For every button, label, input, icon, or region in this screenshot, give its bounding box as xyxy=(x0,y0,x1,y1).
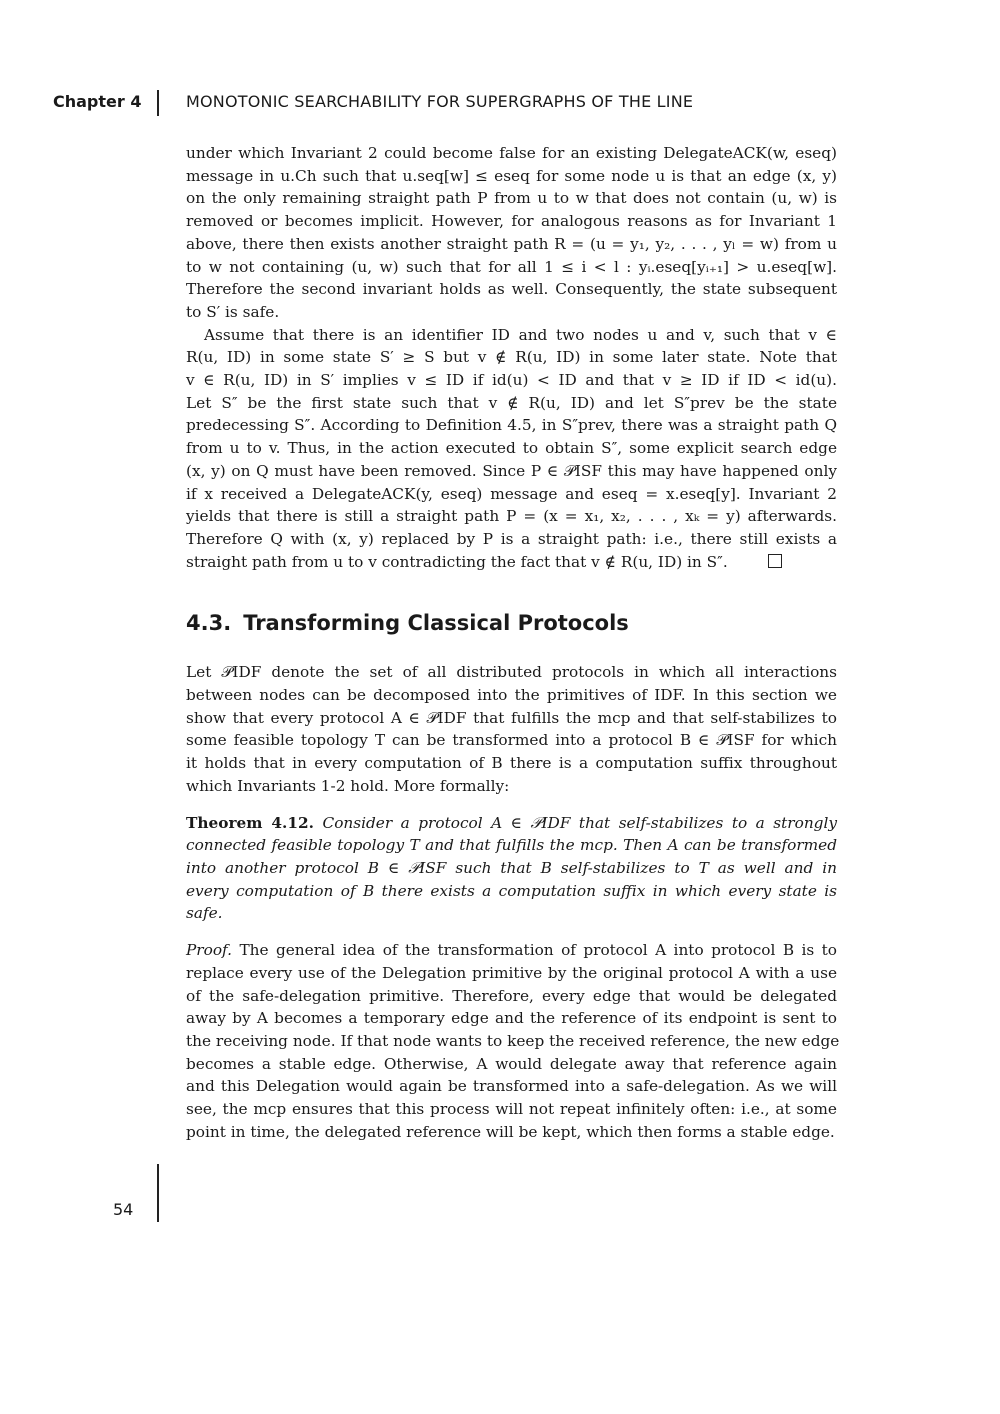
proof-block xyxy=(186,939,840,1143)
page-number: 54 xyxy=(113,1200,134,1219)
text-line-with-qed xyxy=(186,551,837,574)
text-line: under which Invariant 2 could become false for an existing DelegateACK(w, eseq) xyxy=(186,144,837,162)
proof-label: Proof. xyxy=(186,941,233,960)
text-line: on the only remaining straight path P from u to w that does not contain (u, w) is xyxy=(186,189,837,208)
text-line: see, the mcp ensures that this process will not repeat infinitely often: i.e., at some xyxy=(186,1100,837,1119)
page-footer xyxy=(0,1164,1000,1224)
theorem-first-line xyxy=(186,812,837,835)
text-line: which Invariants 1-2 hold. More formally: xyxy=(186,776,510,795)
qed-box-icon xyxy=(768,554,782,568)
text-line: replace every use of the Delegation primitive by the original protocol A with a use xyxy=(186,963,837,982)
text-line: (x, y) on Q must have been removed. Since P ∈ 𝒫ISF this may have happened only xyxy=(186,461,837,480)
text-line: connected feasible topology T and that fulfills the mcp. Then A can be transformed xyxy=(186,836,837,855)
text-line: message in u.Ch such that u.seq[w] ≤ eseq for some node u is that an edge (x, y) xyxy=(186,166,837,185)
footer-divider xyxy=(157,1164,159,1222)
text-line: between nodes can be decomposed into the primitives of IDF. In this section we xyxy=(186,686,837,705)
section-title: Transforming Classical Protocols xyxy=(243,611,629,636)
chapter-label: Chapter 4 xyxy=(53,92,142,111)
page-body xyxy=(186,142,840,1143)
text-line: the receiving node. If that node wants to keep the received reference, the new edge xyxy=(186,1031,840,1050)
text-line: predecessing S″. According to Definition 4.5, in S″prev, there was a straight path Q xyxy=(186,416,837,435)
section-number: 4.3. xyxy=(186,611,232,636)
proof-first-line xyxy=(186,939,837,962)
paragraph-section-intro xyxy=(186,661,837,797)
text-line: it holds that in every computation of B there is a computation suffix throughout xyxy=(186,754,837,773)
chapter-title: MONOTONIC SEARCHABILITY FOR SUPERGRAPHS OF THE LINE xyxy=(186,92,694,111)
text-line: away by A becomes a temporary edge and the reference of its endpoint is sent to xyxy=(186,1009,837,1028)
text-line: to S′ is safe. xyxy=(186,302,280,321)
text-line: yields that there is still a straight path P = (x = x₁, x₂, . . . , xₖ = y) afterwards. xyxy=(186,507,837,526)
text-line: show that every protocol A ∈ 𝒫IDF that fulfills the mcp and that self-stabilizes to xyxy=(186,708,837,727)
theorem-label: Theorem 4.12. xyxy=(186,813,314,832)
text-line: and this Delegation would again be transformed into a safe-delegation. As we will xyxy=(186,1077,837,1096)
text-line: Let S″ be the first state such that v ∉ R(u, ID) and let S″prev be the state xyxy=(186,393,837,412)
text-line: Therefore Q with (x, y) replaced by P is a straight path: i.e., there still exists a xyxy=(186,529,837,548)
text-line: removed or becomes implicit. However, for analogous reasons as for Invariant 1 xyxy=(186,212,837,231)
text-line: Therefore the second invariant holds as well. Consequently, the state subsequent xyxy=(186,280,837,299)
section-heading xyxy=(186,609,837,637)
paragraph-invariant-2 xyxy=(186,142,837,324)
text-line: into another protocol B ∈ 𝒫ISF such that B self-stabilizes to T as well and in xyxy=(186,858,837,877)
text-line: R(u, ID) in some state S′ ≥ S but v ∉ R(u, ID) in some later state. Note that xyxy=(186,348,837,367)
text-line: point in time, the delegated reference will be kept, which then forms a stable edge. xyxy=(186,1122,835,1141)
text-line: Let 𝒫IDF denote the set of all distributed protocols in which all interactions xyxy=(186,663,837,682)
text-line: safe. xyxy=(186,904,223,923)
text-line: becomes a stable edge. Otherwise, A would delegate away that reference again xyxy=(186,1054,837,1073)
text-line: if x received a DelegateACK(y, eseq) message and eseq = x.eseq[y]. Invariant 2 xyxy=(186,484,837,503)
text-line: some feasible topology T can be transformed into a protocol B ∈ 𝒫ISF for which xyxy=(186,731,837,750)
text-line: every computation of B there exists a computation suffix in which every state is xyxy=(186,881,837,900)
theorem-4-12 xyxy=(186,812,837,926)
text-line: Assume that there is an identifier ID and two nodes u and v, such that v ∈ xyxy=(204,325,837,344)
running-header xyxy=(0,88,1000,118)
text-line: v ∈ R(u, ID) in S′ implies v ≤ ID if id(u) < ID and that v ≥ ID if ID < id(u). xyxy=(186,371,837,390)
text-line: The general idea of the transformation of protocol A into protocol B is to xyxy=(239,941,837,960)
text-line: of the safe-delegation primitive. Therefore, every edge that would be delegated xyxy=(186,986,837,1005)
paragraph-identifier-proof xyxy=(186,324,837,574)
text-line: Consider a protocol A ∈ 𝒫IDF that self-stabilizes to a strongly xyxy=(322,813,838,832)
text-line: straight path from u to v contradicting the fact that v ∉ R(u, ID) in S″. xyxy=(186,552,728,571)
text-line: to w not containing (u, w) such that for all 1 ≤ i < l : yᵢ.eseq[yᵢ₊₁] > u.eseq[w]. xyxy=(186,257,837,276)
header-divider xyxy=(157,90,159,116)
text-line: above, there then exists another straight path R = (u = y₁, y₂, . . . , yₗ = w) from u xyxy=(186,234,837,253)
text-line: from u to v. Thus, in the action executed to obtain S″, some explicit search edge xyxy=(186,439,837,458)
